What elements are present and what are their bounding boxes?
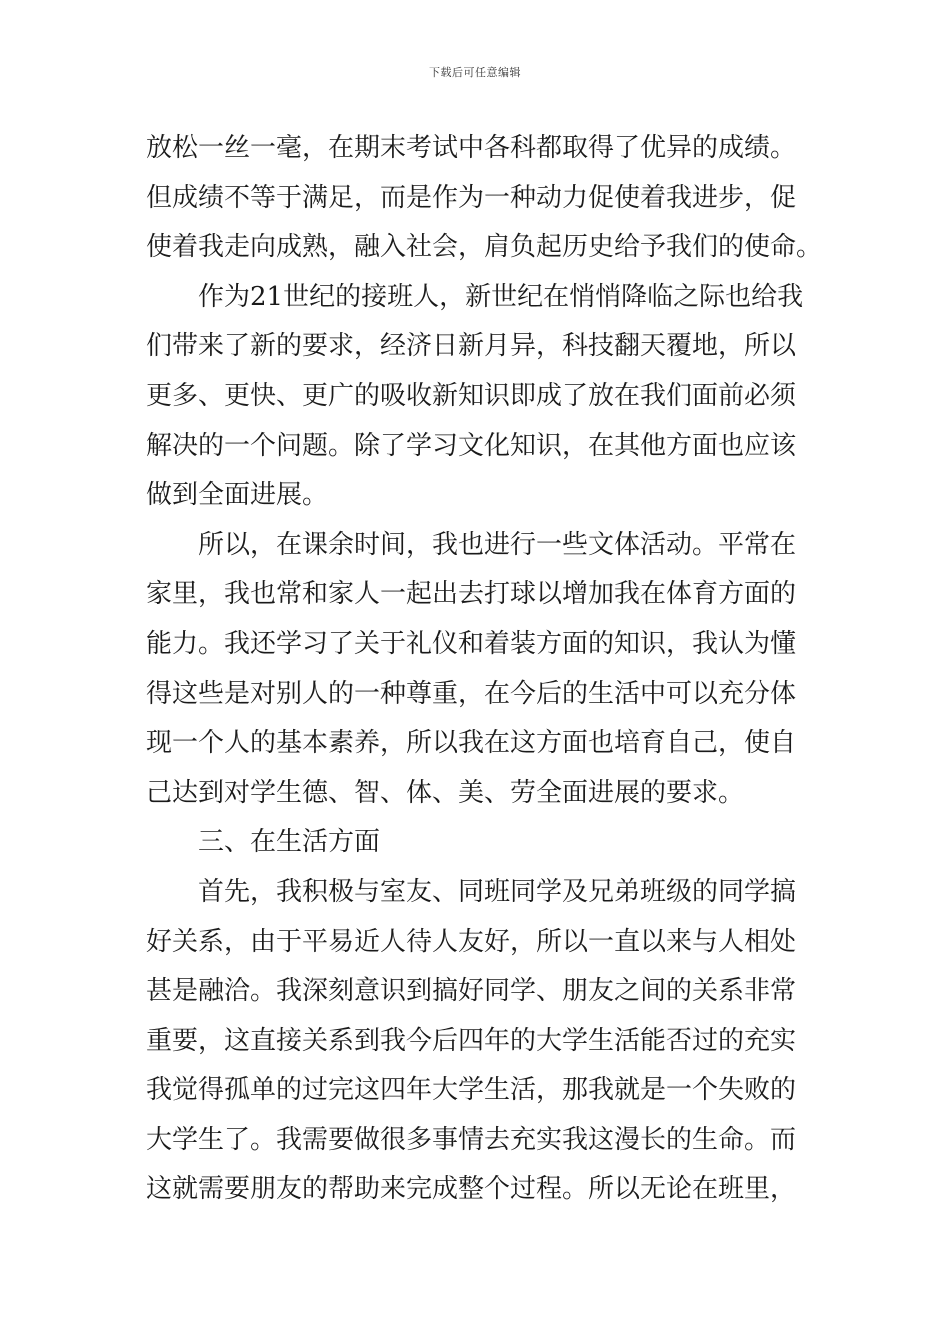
text-line: 首先，我积极与室友、同班同学及兄弟班级的同学搞: [198, 876, 797, 907]
section-heading: 三、在生活方面: [198, 827, 381, 858]
text-line: 使着我走向成熟，融入社会，肩负起历史给予我们的使命。: [146, 232, 823, 263]
text-line: 作为21世纪的接班人，新世纪在悄悄降临之际也给我: [198, 281, 804, 312]
text-line: 更多、更快、更广的吸收新知识即成了放在我们面前必须: [146, 380, 797, 411]
text-line: 我觉得孤单的过完这四年大学生活，那我就是一个失败的: [146, 1075, 797, 1106]
text-line: 们带来了新的要求，经济日新月异，科技翻天覆地，所以: [146, 331, 797, 362]
text-line: 所以，在课余时间，我也进行一些文体活动。平常在: [198, 529, 797, 560]
text-line: 重要，这直接关系到我今后四年的大学生活能否过的充实: [146, 1025, 797, 1056]
text-line: 大学生了。我需要做很多事情去充实我这漫长的生命。而: [146, 1124, 797, 1155]
text-line: 这就需要朋友的帮助来完成整个过程。所以无论在班里，: [146, 1174, 797, 1205]
text-line: 能力。我还学习了关于礼仪和着装方面的知识，我认为懂: [146, 628, 797, 659]
text-line: 解决的一个问题。除了学习文化知识，在其他方面也应该: [146, 430, 797, 461]
text-line: 得这些是对别人的一种尊重，在今后的生活中可以充分体: [146, 678, 797, 709]
text-line: 放松一丝一毫，在期末考试中各科都取得了优异的成绩。: [146, 133, 797, 163]
text-line: 甚是融洽。我深刻意识到搞好同学、朋友之间的关系非常: [146, 976, 797, 1007]
text-line: 好关系，由于平易近人待人友好，所以一直以来与人相处: [146, 926, 797, 957]
text-line: 家里，我也常和家人一起出去打球以增加我在体育方面的: [146, 579, 797, 610]
text-line: 己达到对学生德、智、体、美、劳全面进展的要求。: [146, 777, 745, 808]
text-line: 现一个人的基本素养，所以我在这方面也培育自己，使自: [146, 728, 797, 759]
page-header: 下载后可任意编辑: [429, 66, 521, 79]
text-line: 但成绩不等于满足，而是作为一种动力促使着我进步，促: [146, 182, 797, 213]
document-body: [146, 124, 823, 1215]
text-line: 做到全面进展。: [146, 480, 329, 511]
